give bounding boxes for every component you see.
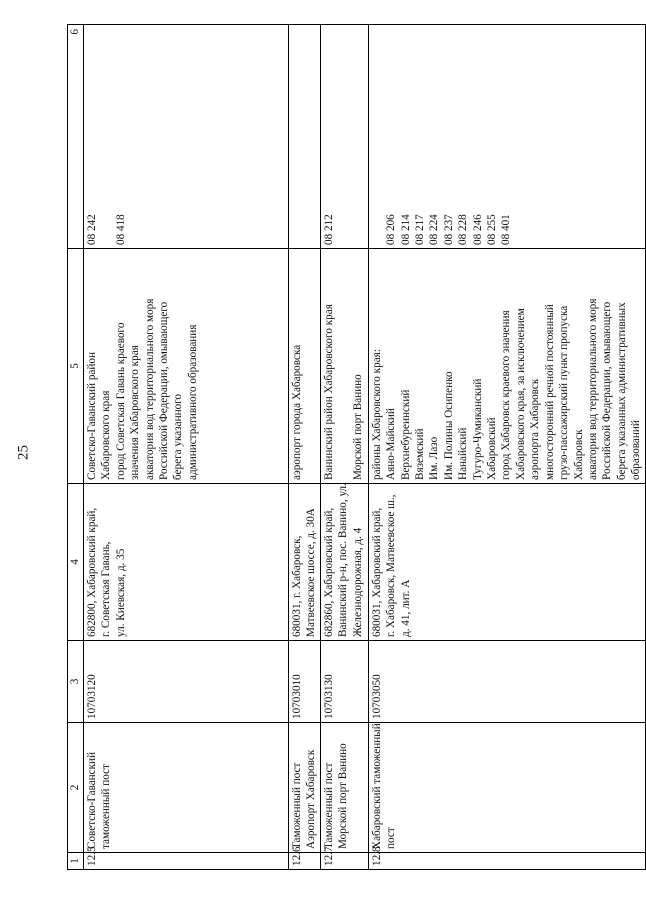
cell-post-name-line: Хабаровский таможенный xyxy=(370,723,383,849)
cell-address-line: 682800, Хабаровский край, xyxy=(86,507,98,637)
cell-post-name-line: Морской порт Ванино xyxy=(337,743,350,849)
cell-region-line: многосторонний речной постоянный xyxy=(543,304,556,480)
cell-okato xyxy=(289,25,321,249)
cell-okato-line: 08 255 xyxy=(486,214,499,245)
cell-region-line: Российской Федерации, омывающего xyxy=(158,301,171,480)
cell-region-line: Российской Федерации, омывающего xyxy=(601,301,614,480)
cell-post-name xyxy=(320,723,368,853)
cell-region-line: грузо-пассажирский пункт пропуска xyxy=(558,305,571,480)
cell-okato-line: 08 224 xyxy=(428,214,441,245)
table-body xyxy=(84,25,646,870)
table-row xyxy=(84,25,289,870)
page-number: 25 xyxy=(15,445,32,460)
cell-address-line: Матвеевское шоссе, д. 30А xyxy=(305,508,318,637)
cell-region-line xyxy=(336,252,350,480)
cell-okato xyxy=(368,25,645,249)
cell-post-name-line: Аэропорт Хабаровск xyxy=(305,749,318,849)
column-header-3: 3 xyxy=(68,641,84,723)
cell-address-line: 680031, Хабаровский край, xyxy=(370,507,383,637)
cell-region xyxy=(320,249,368,484)
cell-post-name-line: таможенный пост xyxy=(100,764,113,849)
cell-address-line: д. 41, лит. А xyxy=(399,579,412,637)
cell-region-line: аэропорта Хабаровск xyxy=(529,378,542,480)
cell-region-line: акватория вод территориального моря xyxy=(143,298,156,480)
cell-post-code: 10703130 xyxy=(320,641,368,723)
customs-posts-table xyxy=(67,24,646,870)
cell-address-line: г. Советская Гавань, xyxy=(100,541,113,637)
cell-region-line: Им. Лазо xyxy=(428,436,441,480)
cell-region-line: значения Хабаровского края xyxy=(129,345,142,480)
cell-region-line: Хабаровский xyxy=(486,417,499,480)
cell-okato-line: 08 212 xyxy=(322,214,335,245)
cell-region-line: Хабаровского края, за исключением xyxy=(514,308,527,480)
cell-region-line: Вяземский xyxy=(414,428,427,480)
cell-okato-line xyxy=(99,28,113,245)
cell-region-line: Хабаровского края xyxy=(100,390,113,480)
cell-okato-line: 08 242 xyxy=(86,214,98,245)
cell-post-name-line: Таможенный пост xyxy=(322,762,335,849)
cell-post-name xyxy=(289,723,321,853)
column-header-1: 1 xyxy=(68,853,84,870)
cell-address-line: Ванинский р-н, пос. Ванино, ул. xyxy=(337,483,350,637)
cell-post-name-line: пост xyxy=(385,827,398,849)
cell-region-line: аэропорт города Хабаровска xyxy=(291,344,303,480)
cell-post-code: 10703050 xyxy=(368,641,645,723)
cell-address-line: Железнодорожная, д. 4 xyxy=(351,527,364,637)
cell-region-line: Советско-Гаванский район xyxy=(86,352,98,480)
cell-region xyxy=(84,249,289,484)
cell-region-line: Нанайский xyxy=(457,427,470,480)
cell-region-line: образований xyxy=(630,420,643,480)
cell-okato-line xyxy=(290,28,304,245)
cell-okato-line: 08 237 xyxy=(442,214,455,245)
cell-okato-line xyxy=(370,28,384,245)
cell-post-name-line: Советско-Гаванский xyxy=(86,751,98,849)
cell-address-line: 682860, Хабаровский край, xyxy=(322,507,335,637)
cell-region-line: город Хабаровск краевого значения xyxy=(500,310,513,480)
cell-okato-line: 08 217 xyxy=(414,214,427,245)
cell-address xyxy=(320,484,368,641)
cell-post-number: 12.8 xyxy=(368,853,645,870)
table-row xyxy=(289,25,321,870)
cell-post-name-line: Таможенный пост xyxy=(291,762,303,849)
cell-region-line: Морской порт Ванино xyxy=(351,374,364,480)
cell-address xyxy=(368,484,645,641)
column-header-4: 4 xyxy=(68,484,84,641)
column-header-6: 6 xyxy=(68,25,84,249)
cell-okato-line: 08 228 xyxy=(457,214,470,245)
cell-post-number: 12.5 xyxy=(84,853,289,870)
cell-post-code: 10703010 xyxy=(289,641,321,723)
cell-region xyxy=(289,249,321,484)
cell-region-line: Ванинский район Хабаровского края xyxy=(322,304,335,480)
cell-region xyxy=(368,249,645,484)
cell-post-number: 12.6 xyxy=(289,853,321,870)
cell-okato xyxy=(320,25,368,249)
cell-region-line: город Советская Гавань краевого xyxy=(114,322,127,480)
table-row xyxy=(320,25,368,870)
cell-region-line: Тугуро-Чумиканский xyxy=(471,378,484,480)
cell-post-name xyxy=(368,723,645,853)
cell-region-line: административного образования xyxy=(186,324,199,480)
cell-region-line: акватория вод территориального моря xyxy=(586,298,599,480)
cell-address xyxy=(289,484,321,641)
cell-okato xyxy=(84,25,289,249)
cell-post-name xyxy=(84,723,289,853)
cell-region-line: Верхнебуреинский xyxy=(399,389,412,480)
table-row xyxy=(368,25,645,870)
cell-address-line: 680031, г. Хабаровск, xyxy=(291,535,303,637)
cell-address-line: ул. Киевская, д. 35 xyxy=(114,548,127,637)
cell-okato-line: 08 206 xyxy=(385,214,398,245)
cell-post-number: 12.7 xyxy=(320,853,368,870)
column-header-2: 2 xyxy=(68,723,84,853)
cell-address xyxy=(84,484,289,641)
cell-okato-line: 08 214 xyxy=(399,214,412,245)
cell-region-line: берега указанного xyxy=(172,393,185,480)
cell-okato-line: 08 246 xyxy=(471,214,484,245)
cell-region-line: Им. Полины Осипенко xyxy=(442,371,455,480)
cell-address-line: г. Хабаровск, Матвеевское ш., xyxy=(385,494,398,637)
cell-okato-line: 08 401 xyxy=(500,214,513,245)
cell-region-line: берега указанных административных xyxy=(615,302,628,480)
cell-region-line: Хабаровск xyxy=(572,429,585,480)
cell-region-line: районы Хабаровского края: xyxy=(370,349,383,480)
header-row xyxy=(68,25,84,870)
cell-okato-line: 08 418 xyxy=(114,214,127,245)
customs-table-container xyxy=(67,25,643,870)
column-header-5: 5 xyxy=(68,249,84,484)
cell-region-line: Аяно-Майский xyxy=(385,408,398,480)
cell-post-code: 10703120 xyxy=(84,641,289,723)
